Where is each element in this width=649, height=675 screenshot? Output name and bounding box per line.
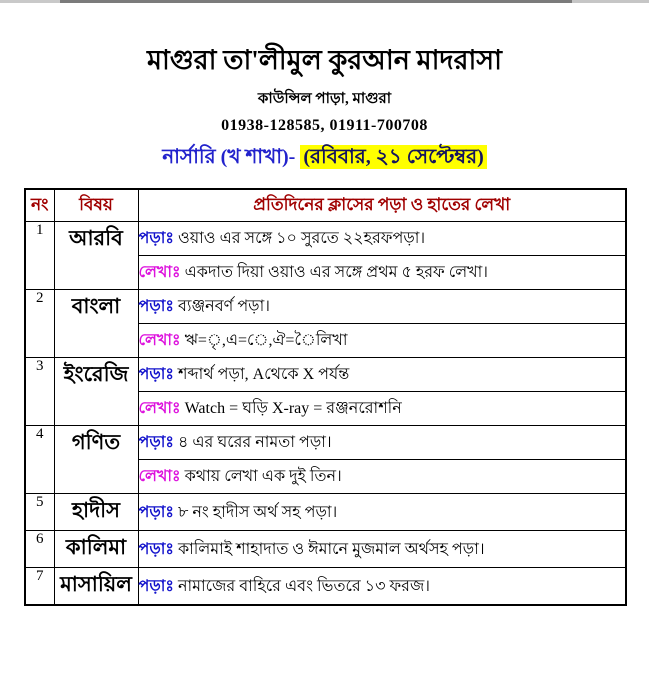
task-text: Watch = ঘড়ি X-ray = রঞ্জনরোশনি (184, 400, 402, 418)
phone-numbers: 01938-128585, 01911-700708 (221, 116, 428, 134)
writing-task-cell (138, 256, 626, 290)
task-text: ৮ নং হাদীস অর্থ সহ পড়া। (177, 503, 338, 521)
top-edge-segment-right (572, 0, 649, 3)
row-number: 1 (25, 222, 54, 290)
task-text: ঋ=◌ৃ,এ=◌ে,ঐ=◌ৈলিখা (184, 332, 348, 350)
table-row (25, 494, 626, 531)
pora-label: পড়াঃ (138, 577, 174, 595)
row-number: 3 (25, 358, 54, 426)
madrasa-title: মাগুরা তা'লীমুল কুরআন মাদরাসা (147, 45, 502, 75)
row-number: 4 (25, 426, 54, 494)
subject-name: হাদীস (54, 494, 138, 531)
madrasa-address: কাউন্সিল পাড়া, মাগুরা (257, 90, 392, 107)
task-text: ৪ এর ঘরের নামতা পড়া। (177, 434, 332, 452)
pora-label: পড়াঃ (138, 298, 174, 316)
pora-label: পড়াঃ (138, 503, 174, 521)
row-number: 5 (25, 494, 54, 531)
reading-task-cell (138, 494, 626, 531)
top-edge-segment-left (0, 0, 60, 3)
table-row (25, 531, 626, 568)
subject-name: আরবি (54, 222, 138, 290)
subject-name: ইংরেজি (54, 358, 138, 426)
task-text: ব্যঞ্জনবর্ণ পড়া। (177, 298, 270, 316)
lekha-label: লেখাঃ (138, 332, 181, 350)
class-and-date-line (0, 142, 649, 175)
subject-name: বাংলা (54, 290, 138, 358)
reading-task-cell (138, 222, 626, 256)
task-text: কথায় লেখা এক দুই তিন। (184, 468, 342, 486)
date-highlight: (রবিবার, ২১ সেপ্টেম্বর) (300, 145, 486, 169)
table-row (25, 290, 626, 324)
writing-task-cell (138, 392, 626, 426)
row-number: 7 (25, 568, 54, 605)
reading-task-cell (138, 358, 626, 392)
column-header-lessons: প্রতিদিনের ক্লাসের পড়া ও হাতের লেখা (138, 189, 626, 222)
table-row (25, 358, 626, 392)
reading-task-cell (138, 290, 626, 324)
top-edge-bar (0, 0, 649, 3)
pora-label: পড়াঃ (138, 540, 174, 558)
reading-task-cell (138, 426, 626, 460)
pora-label: পড়াঃ (138, 434, 174, 452)
column-header-subject: বিষয় (54, 189, 138, 222)
task-text: একদাত দিয়া ওয়াও এর সঙ্গে প্রথম ৫ হরফ লেখা। (184, 264, 489, 282)
task-text: শব্দার্থ পড়া, Aথেকে X পর্যন্ত (177, 366, 350, 384)
pora-label: পড়াঃ (138, 230, 174, 248)
column-header-number: নং (25, 189, 54, 222)
lekha-label: লেখাঃ (138, 468, 181, 486)
lekha-label: লেখাঃ (138, 400, 181, 418)
task-text: কালিমাই শাহাদাত ও ঈমানে মুজমাল অর্থসহ পড়া। (177, 540, 485, 558)
task-text: নামাজের বাহিরে এবং ভিতরে ১৩ ফরজ। (177, 577, 431, 595)
table-row (25, 222, 626, 256)
reading-task-cell (138, 531, 626, 568)
top-edge-segment-middle (60, 0, 572, 3)
subject-name: গণিত (54, 426, 138, 494)
subject-name: কালিমা (54, 531, 138, 568)
writing-task-cell (138, 324, 626, 358)
pora-label: পড়াঃ (138, 366, 174, 384)
table-row (25, 426, 626, 460)
table-header-row (25, 189, 626, 222)
task-text: ওয়াও এর সঙ্গে ১০ সুরতে ২২হরফপড়া। (177, 230, 426, 248)
document-header (0, 0, 649, 175)
class-section-label: নার্সারি (খ শাখা)- (162, 145, 301, 168)
subject-name: মাসায়িল (54, 568, 138, 605)
homework-table-body (25, 222, 626, 605)
reading-task-cell (138, 568, 626, 605)
lekha-label: লেখাঃ (138, 264, 181, 282)
writing-task-cell (138, 460, 626, 494)
table-row (25, 568, 626, 605)
homework-table (24, 188, 627, 606)
row-number: 2 (25, 290, 54, 358)
row-number: 6 (25, 531, 54, 568)
